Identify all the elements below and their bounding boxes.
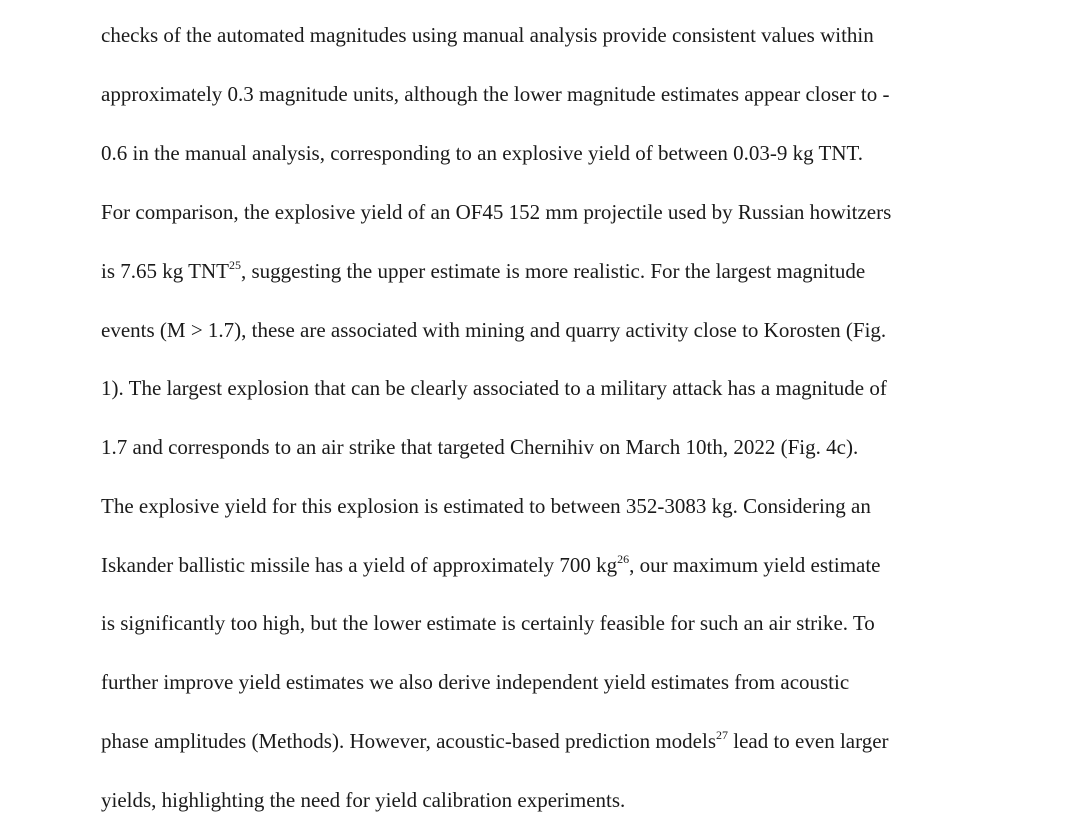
text-line-7: 1). The largest explosion that can be clearly associated to a military attack has a magnitude of (101, 376, 887, 400)
text-segment: is 7.65 kg TNT (101, 259, 229, 283)
text-line-2: approximately 0.3 magnitude units, although the lower magnitude estimates appear closer to - (101, 82, 890, 106)
text-line-11: is significantly too high, but the lower estimate is certainly feasible for such an air strike. To (101, 611, 875, 635)
citation-ref: 25 (228, 258, 241, 272)
text-segment: phase amplitudes (Methods). However, acoustic-based prediction models (101, 729, 716, 753)
text-segment: , our maximum yield estimate (629, 553, 881, 577)
text-line-5 (101, 259, 865, 283)
text-line-10 (101, 553, 881, 577)
text-line-8: 1.7 and corresponds to an air strike that targeted Chernihiv on March 10th, 2022 (Fig. 4c). (101, 435, 859, 459)
text-segment: , suggesting the upper estimate is more realistic. For the largest magnitude (240, 259, 866, 283)
text-line-4: For comparison, the explosive yield of an OF45 152 mm projectile used by Russian howitzers (101, 200, 892, 224)
text-segment: Iskander ballistic missile has a yield of approximately 700 kg (101, 553, 618, 577)
text-line-12: further improve yield estimates we also derive independent yield estimates from acoustic (101, 670, 850, 694)
text-segment: lead to even larger (728, 729, 889, 753)
citation-ref: 27 (716, 728, 728, 742)
citation-ref: 26 (617, 552, 630, 566)
text-line-6: events (M > 1.7), these are associated with mining and quarry activity close to Korosten (Fig. (101, 318, 887, 342)
text-line-1: checks of the automated magnitudes using manual analysis provide consistent values within (101, 23, 874, 47)
text-line-13 (101, 729, 889, 753)
text-line-9: The explosive yield for this explosion is estimated to between 352-3083 kg. Considering an (101, 494, 871, 518)
text-line-3: 0.6 in the manual analysis, corresponding to an explosive yield of between 0.03-9 kg TNT. (101, 141, 864, 165)
text-line-14: yields, highlighting the need for yield calibration experiments. (101, 788, 626, 812)
